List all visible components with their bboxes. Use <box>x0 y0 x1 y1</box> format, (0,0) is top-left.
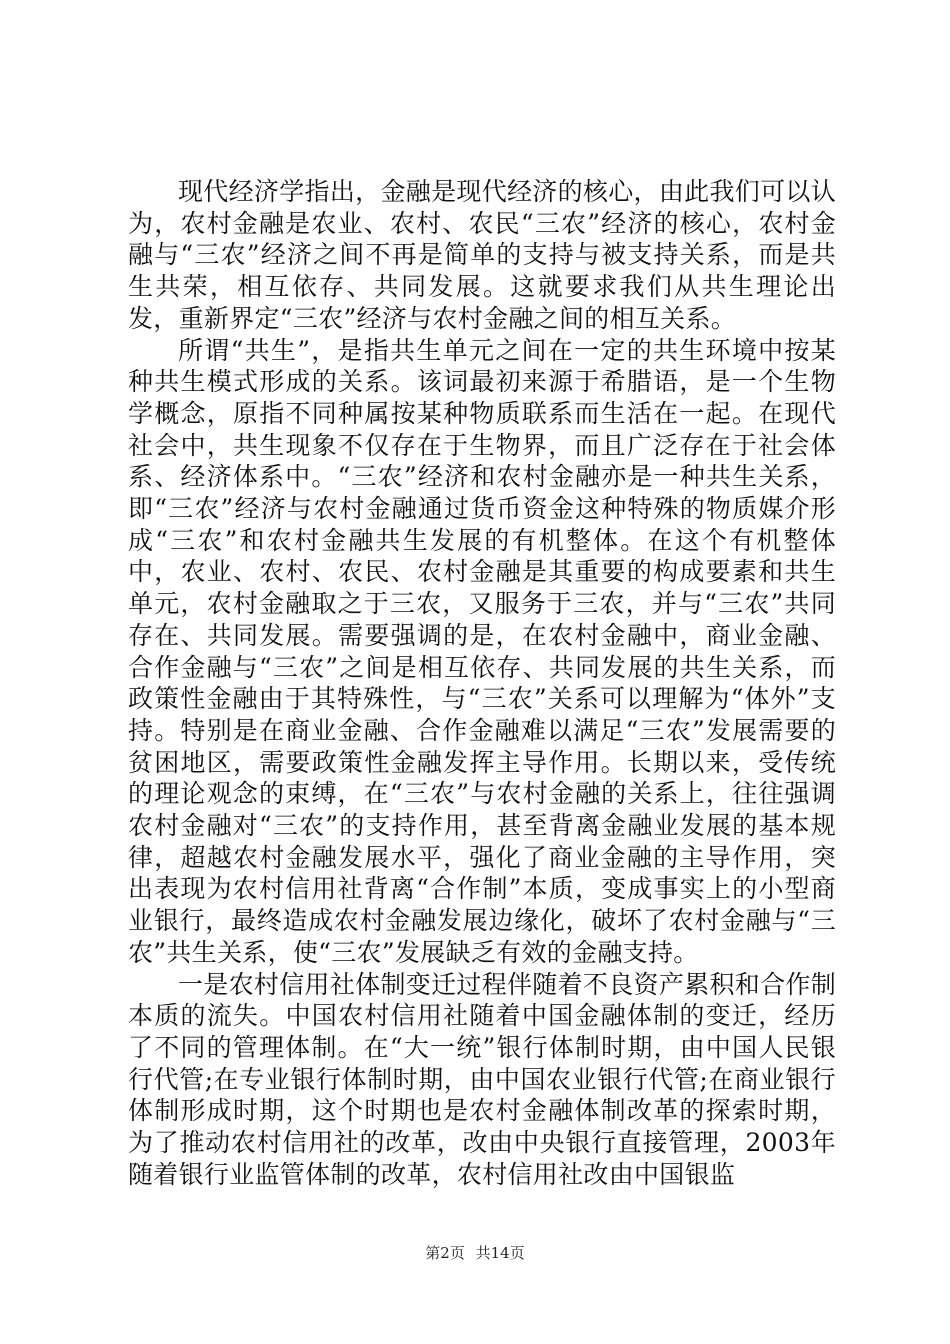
paragraph-3: 一是农村信用社体制变迁过程伴随着不良资产累积和合作制本质的流失。中国农村信用社随着中国金融体制的变迁，经历了不同的管理体制。在“大一统”银行体制时期，由中国人民银行代管;在专业银行体制时期，由中国农业银行代管;在商业银行体制形成时期，这个时期也是农村金融体制改革的探索时期，为了推动农村信用社的改革，改由中央银行直接管理，2003年随着银行业监管体制的改革，农村信用社改由中国银监 <box>128 969 836 1189</box>
page-footer <box>0 1242 950 1263</box>
page-total: 共14页 <box>475 1244 525 1262</box>
paragraph-1: 现代经济学指出，金融是现代经济的核心，由此我们可以认为，农村金融是农业、农村、农民“三农”经济的核心，农村金融与“三农”经济之间不再是简单的支持与被支持关系，而是共生共荣，相互依存、共同发展。这就要求我们从共生理论出发，重新界定“三农”经济与农村金融之间的相互关系。 <box>128 177 836 333</box>
paragraph-2: 所谓“共生”，是指共生单元之间在一定的共生环境中按某种共生模式形成的关系。该词最初来源于希腊语，是一个生物学概念，原指不同种属按某种物质联系而生活在一起。在现代社会中，共生现象不仅存在于生物界，而且广泛存在于社会体系、经济体系中。“三农”经济和农村金融亦是一种共生关系，即“三农”经济与农村金融通过货币资金这种特殊的物质媒介形成“三农”和农村金融共生发展的有机整体。在这个有机整体中，农业、农村、农民、农村金融是其重要的构成要素和共生单元，农村金融取之于三农，又服务于三农，并与“三农”共同存在、共同发展。需要强调的是，在农村金融中，商业金融、合作金融与“三农”之间是相互依存、共同发展的共生关系，而政策性金融由于其特殊性，与“三农”关系可以理解为“体外”支持。特别是在商业金融、合作金融难以满足“三农”发展需要的贫困地区，需要政策性金融发挥主导作用。长期以来，受传统的理论观念的束缚，在“三农”与农村金融的关系上，往往强调农村金融对“三农”的支持作用，甚至背离金融业发展的基本规律，超越农村金融发展水平，强化了商业金融的主导作用，突出表现为农村信用社背离“合作制”本质，变成事实上的小型商业银行，最终造成农村金融发展边缘化，破坏了农村金融与“三农”共生关系，使“三农”发展缺乏有效的金融支持。 <box>128 335 836 967</box>
document-body <box>128 176 836 1191</box>
page-number: 第2页 <box>425 1244 465 1262</box>
